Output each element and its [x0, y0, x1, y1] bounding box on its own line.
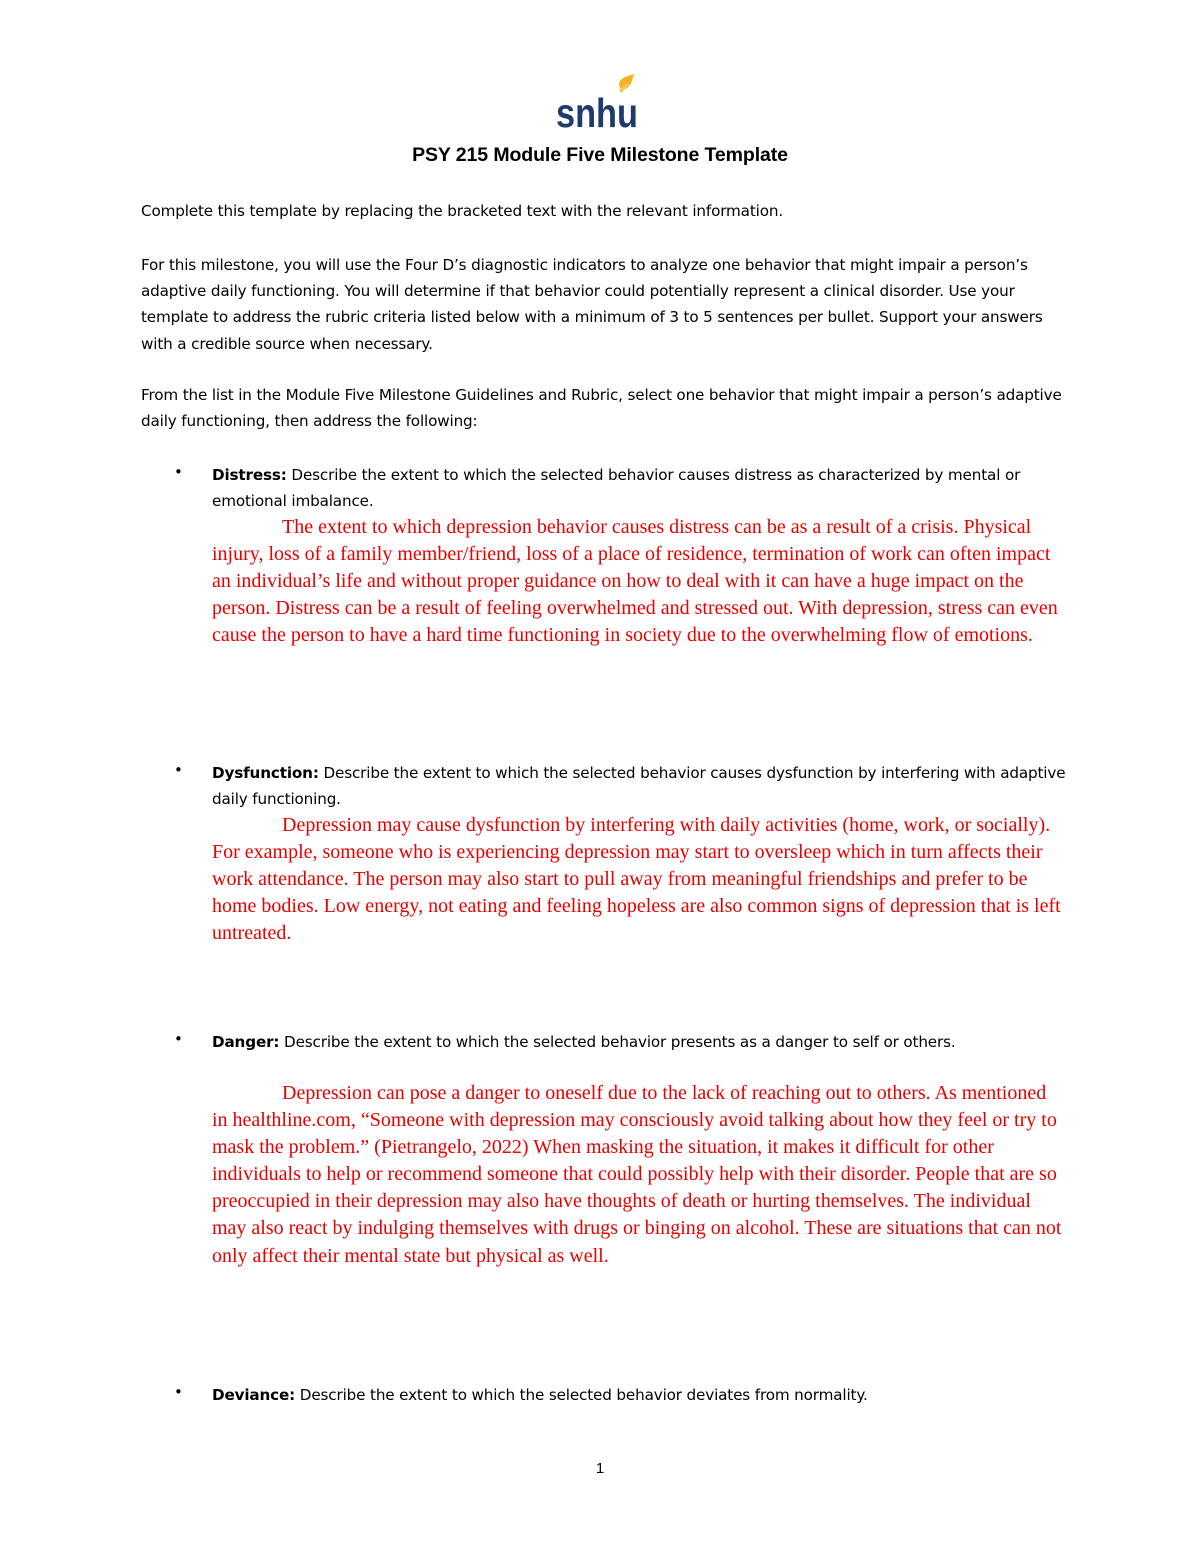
- milestone-description-paragraph: For this milestone, you will use the Four D’s diagnostic indicators to analyze one behavior that might impair a person’s adaptive daily functioning. You will determine if that behavior could potentially represent a clinical disorder. Use your template to address the rubric criteria listed below with a minimum of 3 to 5 sentences per bullet. Support your answers with a credible source when necessary.: [141, 256, 1043, 353]
- deviance-prompt-text: Describe the extent to which the selected behavior deviates from normality.: [295, 1386, 868, 1404]
- deviance-prompt: [212, 1382, 1072, 1408]
- danger-prompt-text: Describe the extent to which the selected behavior presents as a danger to self or others.: [279, 1033, 956, 1051]
- dysfunction-prompt: [212, 760, 1072, 812]
- deviance-label: Deviance:: [212, 1386, 296, 1404]
- bullet-icon: •: [174, 1030, 183, 1048]
- page-number: 1: [595, 1460, 605, 1477]
- danger-prompt: [212, 1029, 1072, 1055]
- bullet-icon: •: [174, 761, 183, 779]
- dysfunction-answer: Depression may cause dysfunction by interfering with daily activities (home, work, or socially). For example, someone who is experiencing depression may start to oversleep which in turn affects their work attendance. The person may also start to pull away from meaningful friendships and prefer to be home bodies. Low energy, not eating and feeling hopeless are also common signs of depression that is left untreated.: [212, 814, 1061, 945]
- page-title: PSY 215 Module Five Milestone Template: [412, 144, 788, 166]
- dysfunction-prompt-text: Describe the extent to which the selected behavior causes dysfunction by interfering with adaptive daily functioning.: [212, 764, 1066, 809]
- flame-icon: [619, 74, 635, 90]
- selection-instructions-paragraph: From the list in the Module Five Milestone Guidelines and Rubric, select one behavior that might impair a person’s adaptive daily functioning, then address the following:: [141, 386, 1062, 431]
- bullet-icon: •: [174, 1383, 183, 1401]
- snhu-logo: [556, 74, 640, 136]
- dysfunction-label: Dysfunction:: [212, 764, 319, 782]
- danger-answer: Depression can pose a danger to oneself due to the lack of reaching out to others. As mentioned in healthline.com, “Someone with depression may consciously avoid talking about how they feel or try to mask the problem.” (Pietrangelo, 2022) When masking the situation, it makes it difficult for other individuals to help or recommend someone that could possibly help with their disorder. People that are so preoccupied in their depression may also have thoughts of death or hurting themselves. The individual may also react by indulging themselves with drugs or binging on alcohol. These are situations that can not only affect their mental state but physical as well.: [212, 1082, 1062, 1267]
- distress-answer: The extent to which depression behavior causes distress can be as a result of a crisis. Physical injury, loss of a family member/friend, loss of a place of residence, termination of work can often impact an individual’s life and without proper guidance on how to deal with it can have a huge impact on the person. Distress can be a result of feeling overwhelmed and stressed out. With depression, stress can even cause the person to have a hard time functioning in society due to the overwhelming flow of emotions.: [212, 516, 1058, 647]
- distress-prompt: [212, 462, 1072, 514]
- danger-label: Danger:: [212, 1033, 280, 1051]
- instructions-paragraph: Complete this template by replacing the bracketed text with the relevant information.: [141, 202, 784, 220]
- distress-prompt-text: Describe the extent to which the selected behavior causes distress as characterized by mental or emotional imbalance.: [212, 466, 1021, 511]
- distress-label: Distress:: [212, 466, 287, 484]
- logo-text: snhu: [556, 90, 638, 136]
- bullet-icon: •: [174, 463, 183, 481]
